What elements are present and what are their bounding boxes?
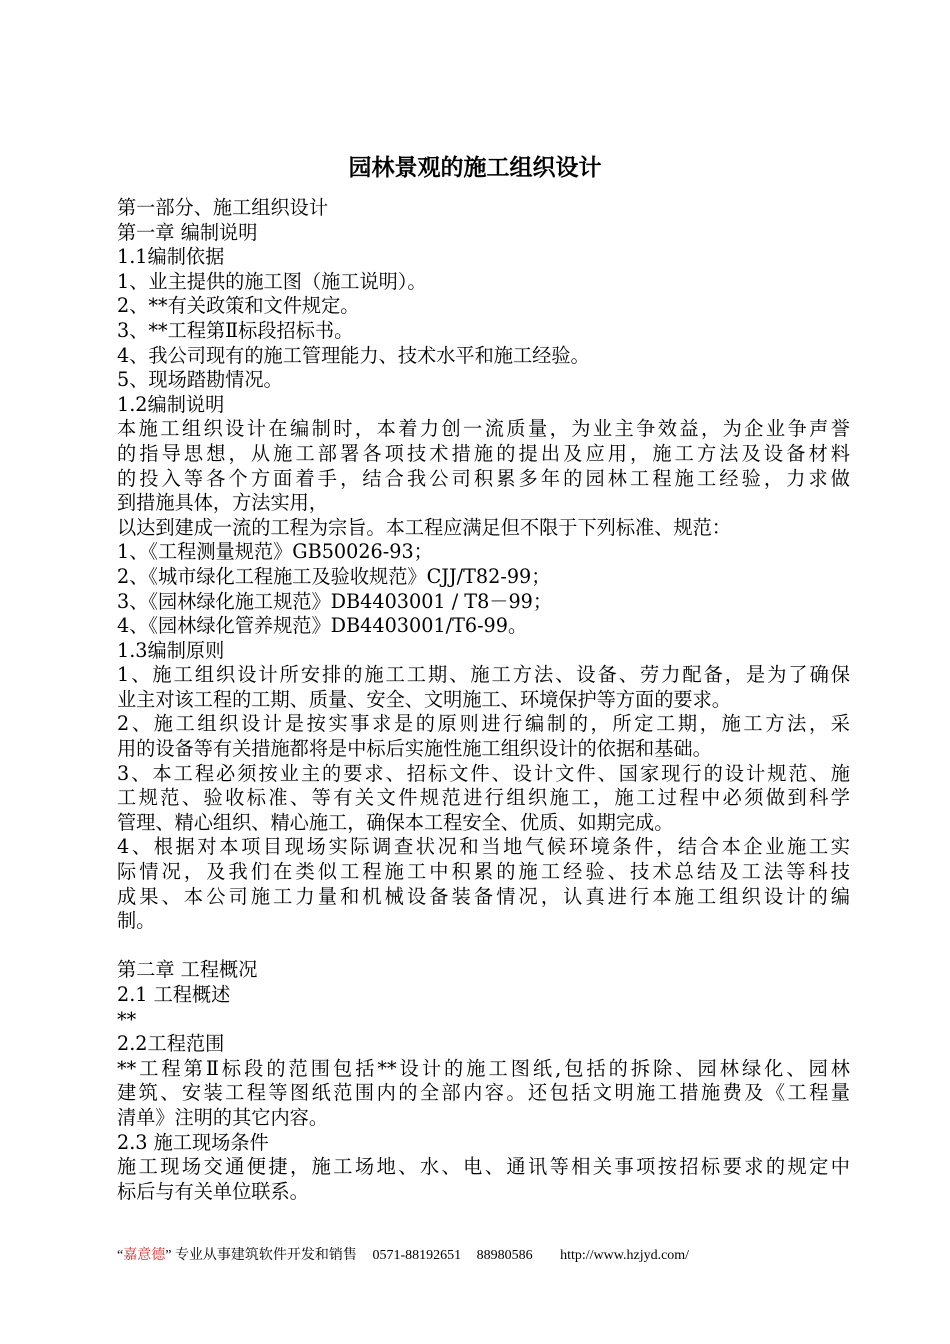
- text-line: 建筑、安装工程等图纸范围内的全部内容。还包括文明施工措施费及《工程量: [117, 1081, 850, 1105]
- text-line: 施工现场交通便捷，施工场地、水、电、通讯等相关事项按招标要求的规定中: [117, 1155, 850, 1179]
- document-body: [117, 196, 850, 1204]
- text-line: 2、《城市绿化工程施工及验收规范》CJJ/T82-99；: [117, 564, 551, 588]
- text-line: 4、我公司现有的施工管理能力、技术水平和施工经验。: [117, 343, 590, 367]
- text-line: 1、施工组织设计所安排的施工工期、施工方法、设备、劳力配备，是为了确保: [117, 663, 850, 687]
- text-line: 3、本工程必须按业主的要求、招标文件、设计文件、国家现行的设计规范、施: [117, 761, 850, 785]
- text-line: **: [117, 1007, 137, 1031]
- text-line: 管理、精心组织、精心施工，确保本工程安全、优质、如期完成。: [117, 810, 674, 834]
- text-line: 2.3 施工现场条件: [117, 1130, 269, 1154]
- text-line: 3、《园林绿化施工规范》DB4403001 / T8－99；: [117, 589, 553, 613]
- document-title: 园林景观的施工组织设计: [348, 155, 602, 181]
- text-line: 标后与有关单位联系。: [117, 1179, 309, 1203]
- text-line: 第一部分、施工组织设计: [117, 196, 329, 219]
- blank-line: [117, 934, 850, 959]
- footer: [117, 1246, 850, 1266]
- text-line: 4、《园林绿化管养规范》DB4403001/T6-99。: [117, 614, 528, 638]
- text-line: 2、**有关政策和文件规定。: [117, 294, 360, 318]
- text-line: 1、业主提供的施工图（施工说明）。: [117, 269, 427, 293]
- text-line: 用的设备等有关措施都将是中标后实施性施工组织设计的依据和基础。: [117, 737, 712, 761]
- text-line: 清单》注明的其它内容。: [117, 1105, 329, 1129]
- footer-phone-1: 0571-88192651: [372, 1248, 462, 1263]
- text-line: 的指导思想，从施工部署各项技术措施的提出及应用，施工方法及设备材料: [117, 441, 850, 465]
- text-line: 本施工组织设计在编制时，本着力创一流质量，为业主争效益，为企业争声誉: [117, 417, 850, 441]
- text-line: 1.3编制原则: [117, 638, 225, 662]
- text-line: 际情况，及我们在类似工程施工中积累的施工经验、技术总结及工法等科技: [117, 860, 850, 884]
- text-line: 1、《工程测量规范》GB50026-93；: [117, 540, 433, 564]
- text-line: 2、施工组织设计是按实事求是的原则进行编制的，所定工期，施工方法，采: [117, 712, 850, 736]
- text-line: **工程第Ⅱ标段的范围包括**设计的施工图纸,包括的拆除、园林绿化、园林: [117, 1056, 850, 1080]
- text-line: 2.2工程范围: [117, 1032, 225, 1056]
- text-line: 成果、本公司施工力量和机械设备装备情况，认真进行本施工组织设计的编: [117, 884, 850, 908]
- text-line: 1.1编制依据: [117, 245, 225, 269]
- text-line: 的投入等各个方面着手，结合我公司积累多年的园林工程施工经验，力求做: [117, 466, 850, 490]
- text-line: 4、根据对本项目现场实际调查状况和当地气候环境条件，结合本企业施工实: [117, 835, 850, 859]
- text-line: 5、现场踏勘情况。: [117, 368, 283, 392]
- text-line: 业主对该工程的工期、质量、安全、文明施工、环境保护等方面的要求。: [117, 687, 731, 711]
- footer-brand: 嘉意德: [123, 1248, 166, 1263]
- footer-slogan: 专业从事建筑软件开发和销售: [174, 1248, 357, 1263]
- text-line: 以达到建成一流的工程为宗旨。本工程应满足但不限于下列标准、规范：: [117, 515, 731, 539]
- footer-open-quote: “: [117, 1248, 124, 1263]
- text-line: 制。: [117, 909, 156, 933]
- footer-url: http://www.hzjyd.com/: [560, 1248, 690, 1263]
- text-line: 1.2编制说明: [117, 392, 225, 416]
- footer-close-quote: ”: [165, 1248, 172, 1263]
- text-line: 2.1 工程概述: [117, 983, 231, 1006]
- text-line: 第一章 编制说明: [117, 220, 258, 244]
- footer-phone-2: 88980586: [476, 1248, 533, 1263]
- text-line: 到措施具体，方法实用，: [117, 491, 329, 515]
- text-line: 第二章 工程概况: [117, 958, 258, 982]
- text-line: 工规范、验收标准、等有关文件规范进行组织施工，施工过程中必须做到科学: [117, 786, 850, 810]
- text-line: 3、**工程第Ⅱ标段招标书。: [117, 318, 354, 342]
